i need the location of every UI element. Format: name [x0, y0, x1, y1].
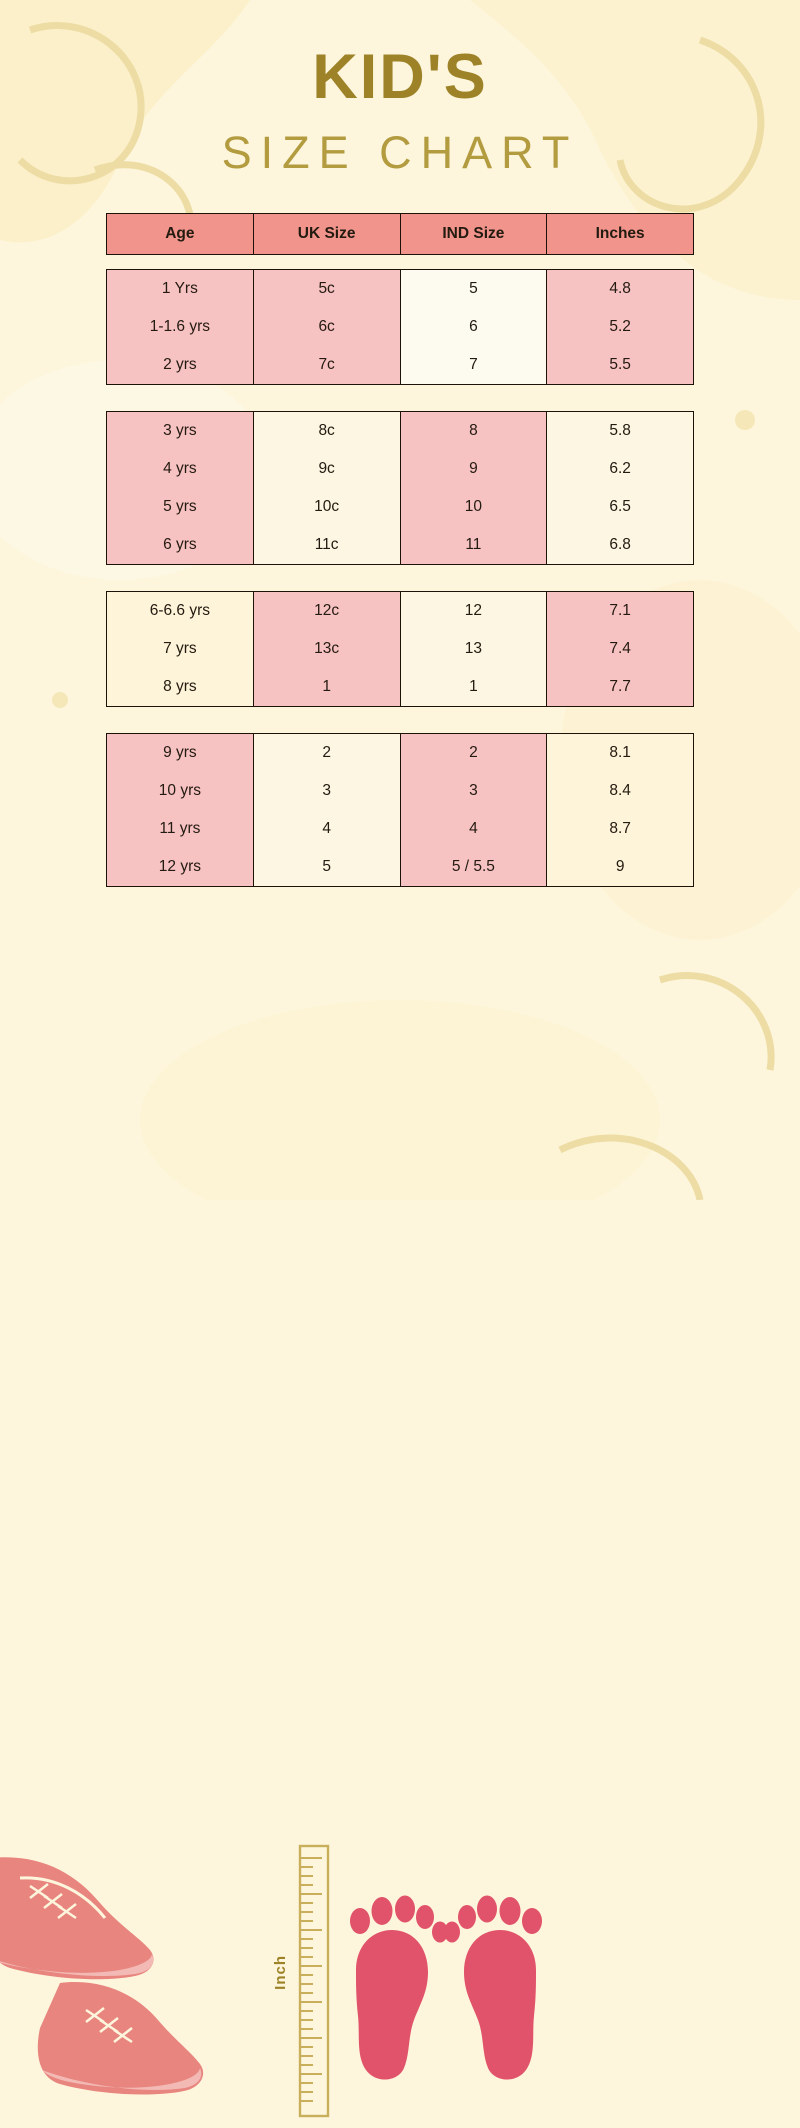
cell-age: 12 yrs — [107, 848, 254, 887]
cell-ind: 5 / 5.5 — [400, 848, 547, 887]
cell-uk: 5c — [253, 270, 400, 309]
cell-age: 6 yrs — [107, 526, 254, 565]
cell-inches: 7.7 — [547, 668, 694, 707]
shoes-icon — [0, 1857, 203, 2094]
cell-ind: 12 — [400, 592, 547, 631]
cell-ind: 3 — [400, 772, 547, 810]
cell-age: 9 yrs — [107, 734, 254, 773]
table-row — [107, 772, 694, 810]
column-header-inches: Inches — [547, 214, 694, 255]
size-group-2 — [106, 411, 694, 565]
size-group-4 — [106, 733, 694, 887]
ruler-unit-label: Inch — [272, 1955, 289, 1990]
cell-inches: 5.8 — [547, 412, 694, 451]
table-row — [107, 848, 694, 887]
cell-inches: 5.5 — [547, 346, 694, 385]
cell-uk: 12c — [253, 592, 400, 631]
cell-inches: 7.4 — [547, 630, 694, 668]
cell-age: 6-6.6 yrs — [107, 592, 254, 631]
cell-inches: 9 — [547, 848, 694, 887]
table-row — [107, 412, 694, 451]
cell-uk: 11c — [253, 526, 400, 565]
cell-ind: 4 — [400, 810, 547, 848]
cell-age: 4 yrs — [107, 450, 254, 488]
table-row — [107, 810, 694, 848]
table-row — [107, 450, 694, 488]
cell-uk: 4 — [253, 810, 400, 848]
cell-age: 5 yrs — [107, 488, 254, 526]
cell-inches: 8.7 — [547, 810, 694, 848]
size-group-3 — [106, 591, 694, 707]
ruler-icon — [300, 1846, 328, 2116]
cell-age: 1-1.6 yrs — [107, 308, 254, 346]
cell-inches: 8.4 — [547, 772, 694, 810]
table-row — [107, 734, 694, 773]
cell-uk: 13c — [253, 630, 400, 668]
cell-inches: 6.8 — [547, 526, 694, 565]
cell-age: 11 yrs — [107, 810, 254, 848]
cell-uk: 2 — [253, 734, 400, 773]
table-row — [107, 526, 694, 565]
cell-inches: 4.8 — [547, 270, 694, 309]
column-header-uk-size: UK Size — [253, 214, 400, 255]
cell-ind: 6 — [400, 308, 547, 346]
cell-uk: 5 — [253, 848, 400, 887]
cell-uk: 1 — [253, 668, 400, 707]
cell-uk: 7c — [253, 346, 400, 385]
cell-ind: 9 — [400, 450, 547, 488]
cell-uk: 10c — [253, 488, 400, 526]
footer-graphics — [0, 1838, 800, 2128]
size-chart-header-table — [106, 213, 694, 255]
cell-ind: 7 — [400, 346, 547, 385]
footprints-icon — [350, 1896, 542, 2080]
cell-inches: 7.1 — [547, 592, 694, 631]
cell-ind: 11 — [400, 526, 547, 565]
table-row — [107, 270, 694, 309]
table-row — [107, 488, 694, 526]
size-group-1 — [106, 269, 694, 385]
title-sub: SIZE CHART — [221, 127, 579, 178]
cell-ind: 1 — [400, 668, 547, 707]
column-header-age: Age — [107, 214, 254, 255]
page-title — [0, 0, 800, 179]
table-row — [107, 630, 694, 668]
cell-uk: 9c — [253, 450, 400, 488]
cell-age: 10 yrs — [107, 772, 254, 810]
cell-ind: 8 — [400, 412, 547, 451]
table-row — [107, 346, 694, 385]
cell-ind: 10 — [400, 488, 547, 526]
cell-ind: 5 — [400, 270, 547, 309]
table-row — [107, 592, 694, 631]
cell-age: 1 Yrs — [107, 270, 254, 309]
table-row — [107, 308, 694, 346]
title-main: KID'S — [312, 42, 488, 112]
cell-ind: 2 — [400, 734, 547, 773]
column-header-ind-size: IND Size — [400, 214, 547, 255]
cell-inches: 5.2 — [547, 308, 694, 346]
size-chart-tables — [106, 179, 694, 887]
table-header-row — [107, 214, 694, 255]
cell-uk: 6c — [253, 308, 400, 346]
cell-age: 3 yrs — [107, 412, 254, 451]
cell-inches: 6.5 — [547, 488, 694, 526]
cell-age: 2 yrs — [107, 346, 254, 385]
cell-uk: 3 — [253, 772, 400, 810]
cell-inches: 6.2 — [547, 450, 694, 488]
table-row — [107, 668, 694, 707]
cell-ind: 13 — [400, 630, 547, 668]
cell-inches: 8.1 — [547, 734, 694, 773]
cell-age: 7 yrs — [107, 630, 254, 668]
cell-uk: 8c — [253, 412, 400, 451]
cell-age: 8 yrs — [107, 668, 254, 707]
